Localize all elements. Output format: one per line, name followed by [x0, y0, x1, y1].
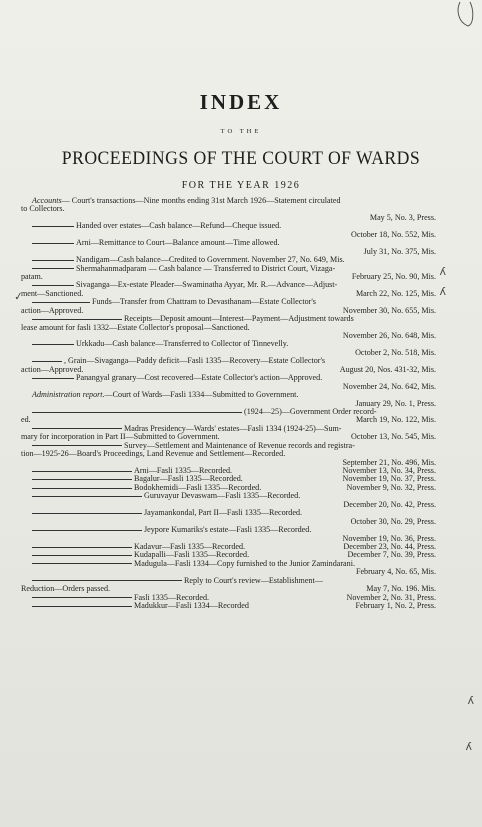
entry-reference: November 26, No. 648, Mis.: [342, 331, 436, 340]
index-entry: [0, 560, 482, 577]
index-entry: [0, 408, 482, 425]
entry-text-continued: Reduction—Orders passed.: [21, 584, 111, 594]
repeat-dash: [32, 319, 122, 320]
repeat-dash: [32, 580, 182, 581]
entry-text-continued: to Collectors.: [21, 204, 65, 214]
repeat-dash: [32, 243, 74, 244]
year-line: FOR THE YEAR 1926: [181, 180, 301, 191]
entry-reference: November 24, No. 642, Mis.: [342, 381, 436, 391]
entry-text: Kudapalli—Fasli 1335—Recorded.: [134, 550, 250, 560]
index-entry: [0, 492, 482, 509]
pencil-annotation: ʎ: [439, 265, 446, 278]
entry-reference: December 20, No. 42, Press.: [343, 499, 436, 509]
entry-line: [0, 602, 482, 610]
entry-text: Arni—Fasli 1335—Recorded.: [134, 466, 233, 475]
entry-text-continued: ed.: [21, 415, 31, 425]
entry-text-continued: action—Approved.: [21, 305, 84, 315]
entry-reference: September 21, No. 496, Mis.: [342, 457, 436, 467]
entry-text-continued: lease amount for fasli 1332—Estate Collector's proposal—Sanctioned.: [21, 322, 250, 332]
index-entry: [0, 391, 482, 408]
index-entries: [0, 197, 482, 610]
repeat-dash: [32, 302, 90, 303]
repeat-dash: [32, 555, 132, 556]
entry-reference: November 19, No. 36, Press.: [342, 533, 436, 543]
entry-text: Survey—Settlement and Maintenance of Revenue records and registra-: [124, 440, 355, 450]
index-entry: [0, 239, 482, 256]
checkmark-annotation: ✓: [13, 289, 25, 304]
entry-text: Nandigam—Cash balance—Credited to Government. November 27, No. 649, Mis.: [76, 255, 345, 265]
entry-text: Jayamankondal, Part II—Fasli 1335—Recorded.: [144, 508, 303, 518]
index-entry: [0, 197, 482, 222]
entry-text: Jeypore Kumariks's estate—Fasli 1335—Recorded.: [144, 525, 312, 535]
entry-reference: July 31, No. 375, Mis.: [363, 246, 436, 256]
repeat-dash: [32, 479, 132, 480]
repeat-dash: [32, 530, 142, 531]
index-entry: [0, 577, 482, 594]
index-entry: [0, 315, 482, 340]
entry-reference: October 2, No. 518, Mis.: [355, 347, 436, 357]
entry-text: Funds—Transfer from Chattram to Devasthanam—Estate Collector's: [92, 297, 316, 307]
entry-text: Kadavur—Fasli 1335—Recorded.: [134, 541, 246, 551]
pencil-margin-mark: [454, 0, 476, 30]
entry-text: Madras Presidency—Wards' estates—Fasli 1334 (1924-25)—Sum-: [124, 423, 342, 433]
entry-text: Bagalur—Fasli 1335—Recorded.: [134, 474, 243, 484]
repeat-dash: [32, 268, 74, 269]
index-entry: [0, 265, 482, 282]
index-entry: [0, 602, 482, 610]
repeat-dash: [32, 563, 132, 564]
entry-reference: February 4, No. 65, Mis.: [355, 567, 436, 577]
entry-text: , Grain—Sivaganga—Paddy deficit—Fasli 1335—Recovery—Estate Collector's: [64, 356, 326, 366]
entry-heading: Administration report: [32, 390, 103, 400]
entry-text: Guruvayur Devaswam—Fasli 1335—Recorded.: [144, 491, 301, 501]
entry-text-continued: mary for incorporation in Part II—Submitted to Government.: [21, 432, 220, 442]
entry-text-continued: patam.: [21, 271, 43, 281]
repeat-dash: [32, 285, 74, 286]
entry-text: Madugula—Fasli 1334—Copy furnished to the Junior Zamindarani.: [134, 558, 355, 568]
entry-text-continued: ment—Sanctioned.: [21, 288, 84, 298]
title-connector: TO THE: [220, 128, 262, 135]
main-title: PROCEEDINGS OF THE COURT OF WARDS: [61, 148, 421, 169]
entry-text: Shermahanmadparam — Cash balance — Transferred to District Court, Vizaga-: [76, 263, 336, 273]
index-entry: [0, 526, 482, 543]
entry-reference: May 5, No. 3, Press.: [369, 212, 436, 222]
entry-text-continued: action—Approved.: [21, 364, 84, 374]
entry-reference: October 18, No. 552, Mis.: [351, 229, 436, 239]
index-entry: [0, 442, 482, 467]
entry-text: Urkkadu—Cash balance—Transferred to Collector of Tinnevelly.: [76, 339, 289, 349]
entry-reference: December 23, No. 44, Press.: [343, 541, 436, 551]
entry-text: Fasli 1335—Recorded.: [134, 592, 210, 602]
entry-reference: November 13, No. 34, Press.: [342, 466, 436, 475]
index-entry: [0, 425, 482, 442]
repeat-dash: [32, 344, 74, 345]
index-entry: [0, 374, 482, 391]
repeat-dash: [32, 488, 132, 489]
entry-reference: February 1, No. 2, Press.: [355, 601, 436, 610]
entry-text: .—Court of Wards—Fasli 1334—Submitted to Government.: [102, 390, 299, 400]
index-entry: [0, 281, 482, 298]
entry-text: Reply to Court's review—Establishment—: [184, 575, 323, 585]
entry-text: Receipts—Deposit amount—Interest—Payment—Adjustment towards: [124, 314, 354, 324]
repeat-dash: [32, 597, 132, 598]
entry-reference: January 29, No. 1, Press.: [355, 398, 436, 408]
index-entry: [0, 509, 482, 526]
repeat-dash: [32, 412, 242, 413]
repeat-dash: [32, 547, 132, 548]
entry-text: Madukkur—Fasli 1334—Recorded: [134, 601, 249, 610]
entry-reference: November 30, No. 655, Mis.: [342, 305, 436, 315]
entry-reference: October 13, No. 545, Mis.: [351, 432, 436, 442]
entry-text: — Court's transactions—Nine months ending 31st March 1926—Statement circulated: [61, 196, 341, 205]
entry-text: Sivaganga—Ex-estate Pleader—Swaminatha Ayyar, Mr. R.—Advance—Adjust-: [76, 280, 338, 290]
index-entry: [0, 340, 482, 357]
page-title: INDEX: [199, 90, 283, 114]
repeat-dash: [32, 361, 62, 362]
entry-reference: November 2, No. 31, Press.: [346, 592, 436, 602]
repeat-dash: [32, 378, 74, 379]
repeat-dash: [32, 428, 122, 429]
entry-text-continued: tion—1925-26—Board's Proceedings, Land Revenue and Settlement—Recorded.: [21, 449, 286, 459]
entry-line: [0, 197, 482, 205]
pencil-annotation: ʎ: [465, 740, 472, 753]
entry-reference: May 7, No. 196. Mis.: [366, 584, 436, 594]
entry-text: Handed over estates—Cash balance—Refund—Cheque issued.: [76, 221, 282, 231]
index-entry: [0, 222, 482, 239]
repeat-dash: [32, 496, 142, 497]
entry-reference: August 20, Nos. 431-32, Mis.: [339, 364, 436, 374]
pencil-annotation: ʎ: [439, 285, 446, 298]
repeat-dash: [32, 445, 122, 446]
index-entry: [0, 357, 482, 374]
entry-reference: November 19, No. 37, Press.: [342, 474, 436, 484]
repeat-dash: [32, 606, 132, 607]
entry-reference: December 7, No. 39, Press.: [347, 550, 436, 560]
repeat-dash: [32, 260, 74, 261]
pencil-annotation: ʎ: [467, 694, 474, 707]
repeat-dash: [32, 513, 142, 514]
repeat-dash: [32, 471, 132, 472]
entry-reference: March 19, No. 122, Mis.: [355, 415, 436, 425]
index-entry: [0, 298, 482, 315]
entry-reference: February 25, No. 90, Mis.: [351, 271, 436, 281]
entry-text: Panangyal granary—Cost recovered—Estate Collector's action—Approved.: [76, 373, 323, 383]
entry-text: Arni—Remittance to Court—Balance amount—Time allowed.: [76, 238, 280, 248]
entry-heading: Accounts: [32, 196, 62, 205]
entry-text: Bodokhemidi—Fasli 1335—Recorded.: [134, 482, 262, 492]
entry-reference: March 22, No. 125, Mis.: [355, 288, 436, 298]
entry-text: (1924—25)—Government Order record-: [244, 406, 377, 416]
repeat-dash: [32, 226, 74, 227]
entry-reference: November 9, No. 32, Press.: [346, 482, 436, 492]
entry-reference: October 30, No. 29, Press.: [350, 516, 436, 526]
